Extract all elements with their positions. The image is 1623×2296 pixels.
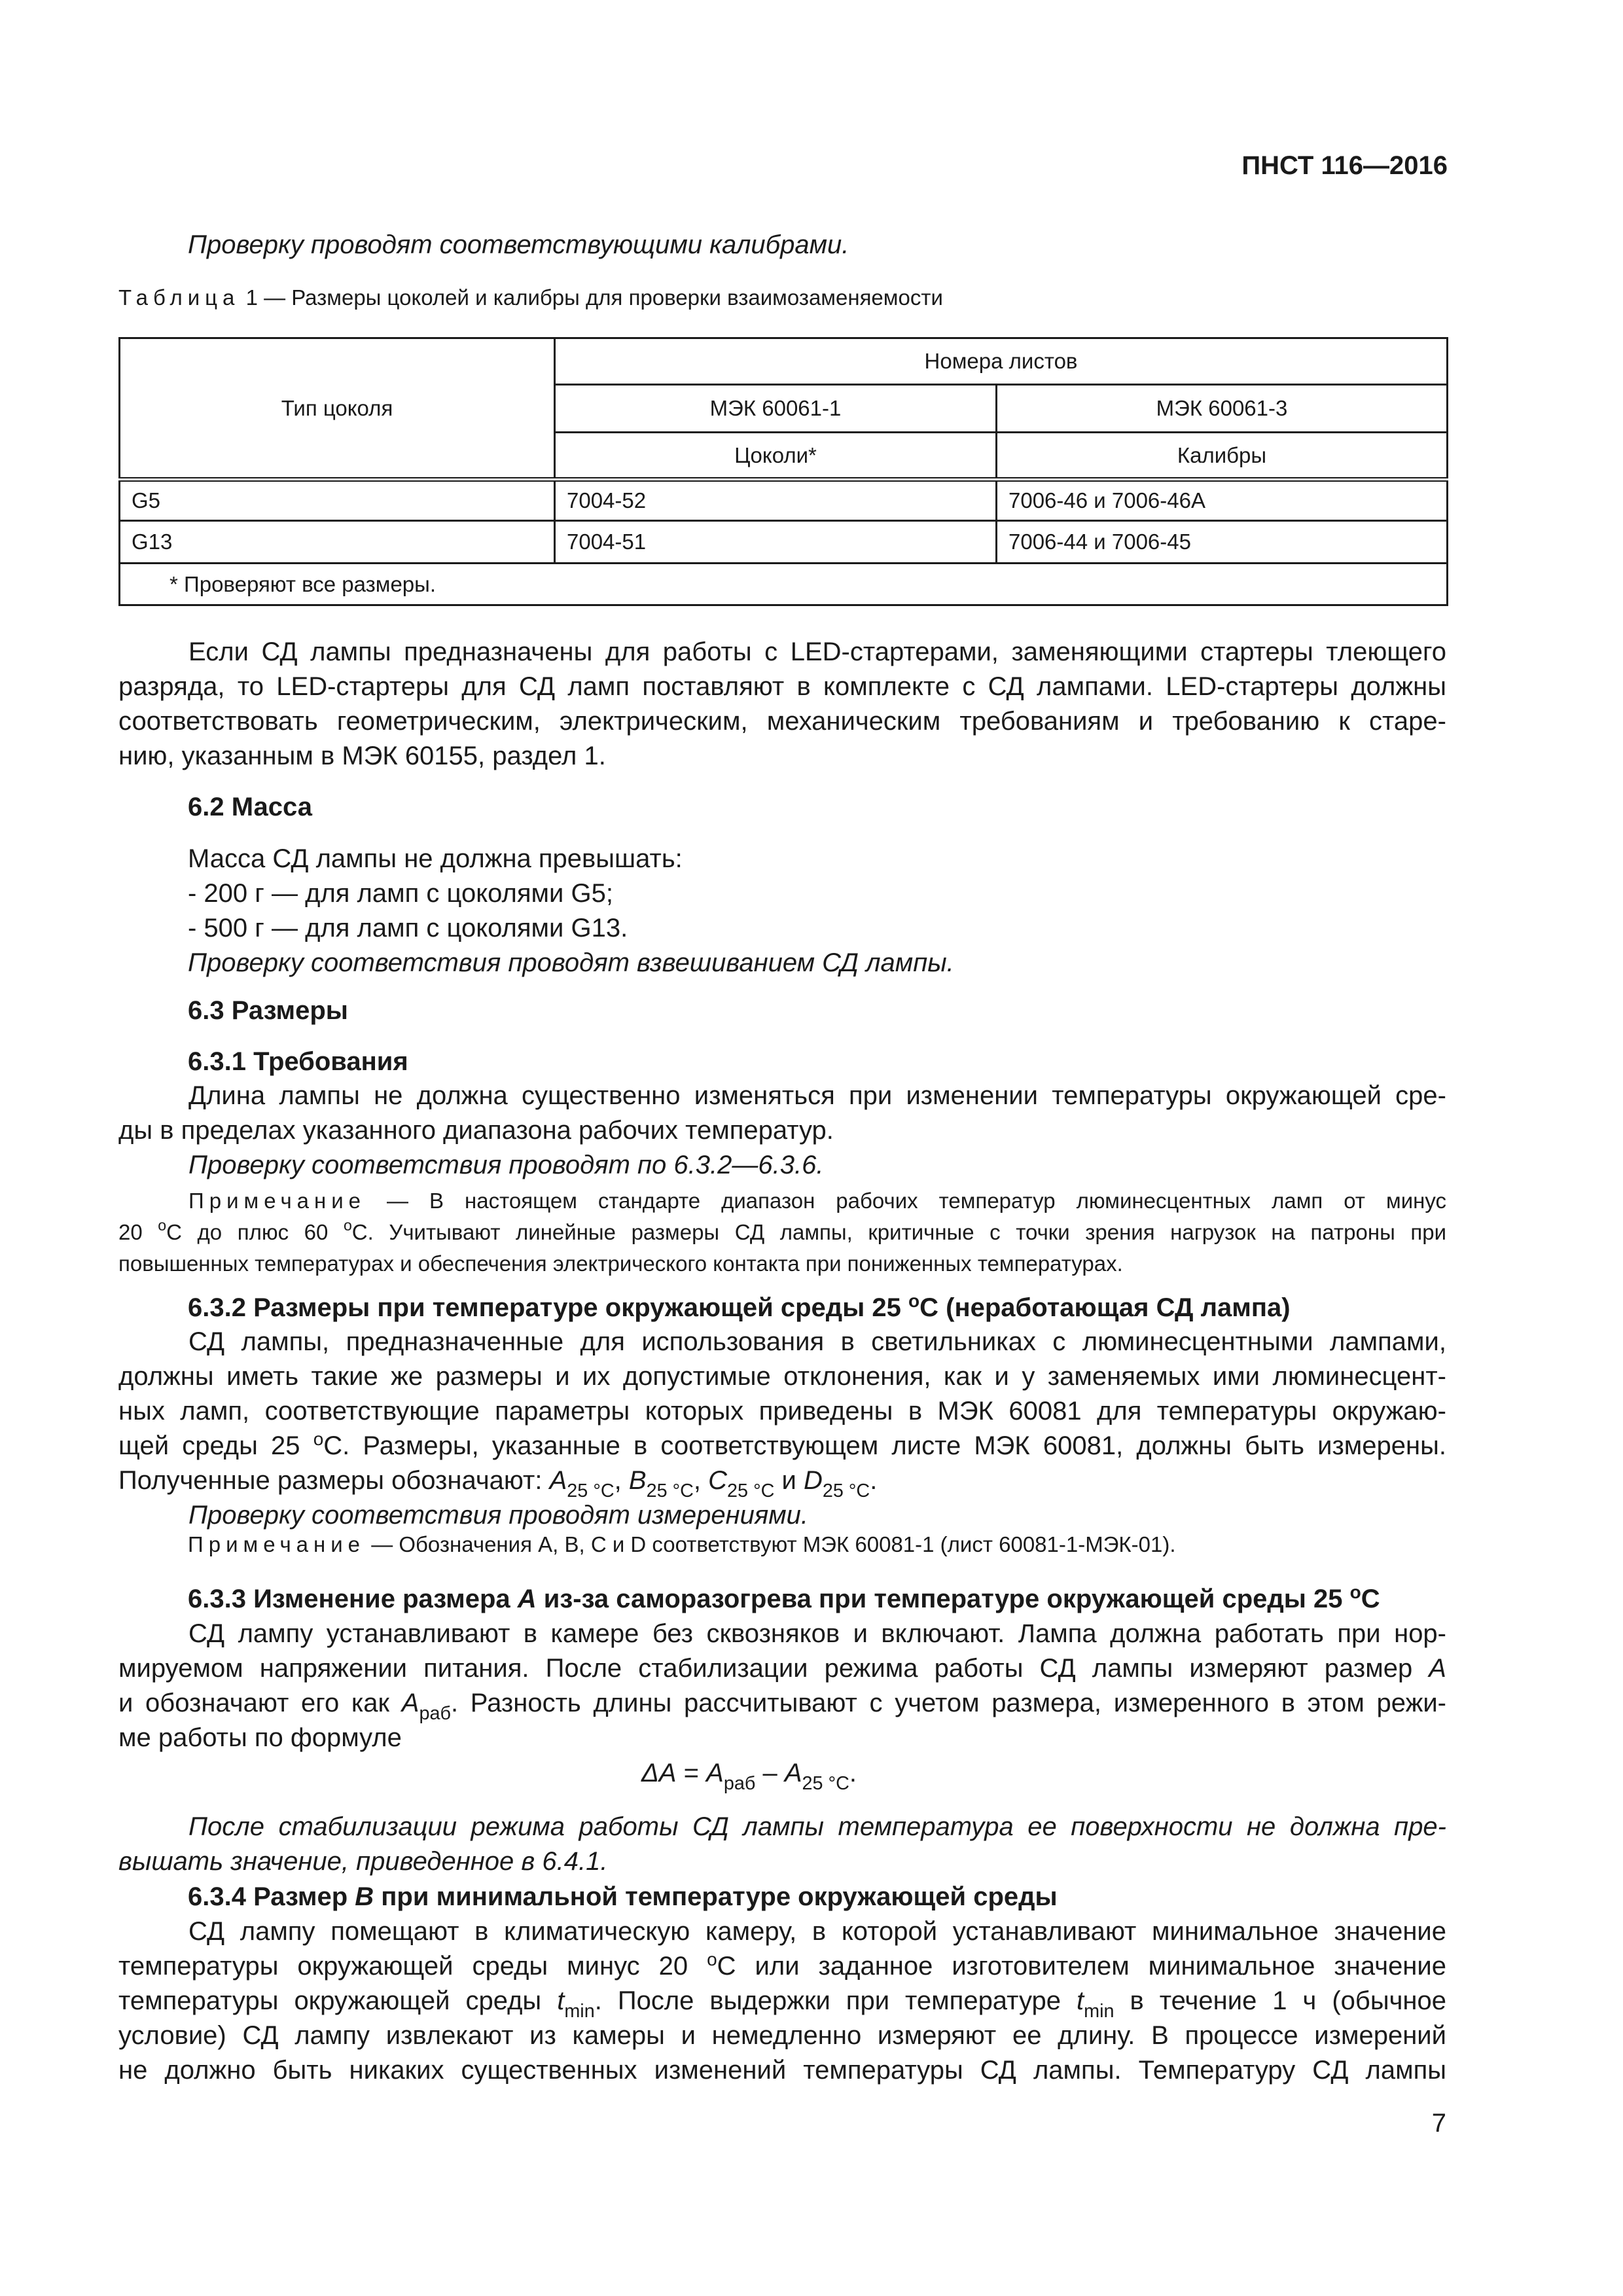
table-caption-text: 1 — Размеры цоколей и калибры для проверки взаимозаменяемости xyxy=(245,285,943,310)
heading-text: 6.3.3 Изменение размера xyxy=(188,1585,510,1613)
table-caption-label: Таблица xyxy=(118,285,240,310)
text-line: температуры окружающей среды xyxy=(118,1986,542,2015)
document-code: ПНСТ 116—2016 xyxy=(1241,151,1448,180)
text-line: - 500 г — для ламп с цоколями G13. xyxy=(188,914,628,942)
check-text: Проверку соответствия проводят измерениями. xyxy=(188,1501,808,1530)
degree-sign: о xyxy=(313,1429,324,1449)
subscript: 25 °С xyxy=(822,1480,870,1501)
note-label: Примечание xyxy=(188,1189,366,1213)
formula-term: A xyxy=(784,1759,802,1787)
cell-base-type: G13 xyxy=(120,521,555,564)
header-gauges: Калибры xyxy=(997,433,1448,480)
symbol-a: A xyxy=(549,1466,567,1495)
section-6-3-3-body xyxy=(118,1617,1446,1755)
page-number: 7 xyxy=(1431,2109,1446,2138)
text-line: После стабилизации режима работы СД лампы температура ее поверхности не должна пре- xyxy=(188,1812,1446,1841)
text-line: не должно быть никаких существенных изменений температуры СД лампы. Температуру СД лампы xyxy=(118,2056,1446,2085)
cell-base-type: G5 xyxy=(120,480,555,521)
text-line: С или заданное изготовителем минимальное значение xyxy=(717,1952,1446,1981)
text-line: - 200 г — для ламп с цоколями G5; xyxy=(188,879,613,908)
section-6-3-4-body xyxy=(118,1914,1446,2088)
header-iec-60061-1: МЭК 60061-1 xyxy=(555,385,997,433)
subscript: 25 °С xyxy=(567,1480,615,1501)
heading-text: С (неработающая СД лампа) xyxy=(919,1293,1291,1322)
text-line: Масса СД лампы не должна превышать: xyxy=(188,844,683,873)
symbol-a: А xyxy=(401,1689,419,1717)
symbol-t: t xyxy=(557,1986,565,2015)
subscript: min xyxy=(1084,2001,1115,2022)
header-iec-60061-3: МЭК 60061-3 xyxy=(997,385,1448,433)
heading-text: 6.3.2 Размеры при температуре окружающей среды 25 xyxy=(188,1293,901,1322)
subscript: раб xyxy=(419,1703,451,1724)
section-6-3-2-heading xyxy=(188,1291,1291,1325)
text-line: разряда, то LED-стартеры для СД ламп поставляют в комплекте с СД лампами. LED-стартеры должны xyxy=(118,672,1446,701)
heading-text: 6.3.4 Размер xyxy=(188,1882,348,1911)
section-6-2-body xyxy=(188,842,954,980)
base-sizes-table xyxy=(118,337,1448,606)
text-line: СД лампу устанавливают в камере без сквозняков и включают. Лампа должна работать при нор- xyxy=(188,1619,1446,1648)
text-line: ме работы по формуле xyxy=(118,1723,402,1752)
subscript: раб xyxy=(723,1773,756,1794)
formula-operator: . xyxy=(849,1759,857,1787)
text-line: соответствовать геометрическим, электрическим, механическим требованиям и требованию к старе- xyxy=(118,707,1446,736)
heading-text: С xyxy=(1361,1585,1380,1613)
text-line: нию, указанным в МЭК 60155, раздел 1. xyxy=(118,742,606,770)
header-caps: Цоколи* xyxy=(555,433,997,480)
note-text: — Обозначения A, B, C и D соответствуют МЭК 60081-1 (лист 60081-1-МЭК-01). xyxy=(371,1532,1176,1556)
separator: , xyxy=(614,1466,622,1495)
header-sheet-numbers: Номера листов xyxy=(555,338,1448,385)
dimension-symbols-line xyxy=(118,1463,1446,1501)
cell-gauge: 7006-46 и 7006-46А xyxy=(997,480,1448,521)
table-caption xyxy=(118,282,943,314)
text-line: условие) СД лампу извлекают из камеры и немедленно измеряют ее длину. В процессе измерений xyxy=(118,2021,1446,2050)
symbol-c: C xyxy=(708,1466,728,1495)
section-6-3-heading: 6.3 Размеры xyxy=(188,996,348,1025)
degree-sign: о xyxy=(158,1217,167,1234)
table-row xyxy=(120,480,1448,521)
header-base-type: Тип цоколя xyxy=(120,338,555,480)
section-6-3-4-heading xyxy=(188,1880,1058,1914)
note-text: — В настоящем стандарте диапазон рабочих температур люминесцентных ламп от минус xyxy=(387,1189,1447,1213)
text-line: и обозначают его как xyxy=(118,1689,390,1717)
text-line: ных ламп, соответствующие параметры которых приведены в МЭК 60081 для температуры окружаю- xyxy=(118,1397,1446,1426)
section-6-2-heading: 6.2 Масса xyxy=(188,793,312,821)
formula-operator: – xyxy=(762,1759,777,1787)
cell-cap: 7004-52 xyxy=(555,480,997,521)
text-line: вышать значение, приведенное в 6.4.1. xyxy=(118,1847,608,1876)
heading-text: из-за саморазогрева при температуре окружающей среды 25 xyxy=(543,1585,1343,1613)
text-line: С. Размеры, указанные в соответствующем листе МЭК 60081, должны быть измерены. xyxy=(323,1431,1446,1460)
note-text: повышенных температурах и обеспечения электрического контакта при пониженных температурах. xyxy=(118,1251,1123,1276)
text-line: . Разность длины рассчитывают с учетом размера, измеренного в этом режи- xyxy=(450,1689,1446,1717)
cell-gauge: 7006-44 и 7006-45 xyxy=(997,521,1448,564)
heading-text: при минимальной температуре окружающей среды xyxy=(381,1882,1058,1911)
note-label: Примечание xyxy=(188,1532,366,1556)
formula-delta-a xyxy=(641,1756,857,1794)
subscript: 25 °С xyxy=(727,1480,775,1501)
note-text: С. Учитывают линейные размеры СД лампы, критичные с точки зрения нагрузок на патроны при xyxy=(351,1220,1447,1244)
section-6-3-1-note xyxy=(118,1185,1446,1280)
symbol-b: B xyxy=(628,1466,647,1495)
check-text: Проверку соответствия проводят по 6.3.2—6.3.6. xyxy=(188,1151,824,1179)
text-line: ды в пределах указанного диапазона рабочих температур. xyxy=(118,1116,834,1145)
text-line: мируемом напряжении питания. После стабилизации режима работы СД лампы измеряют размер xyxy=(118,1654,1413,1683)
section-6-3-2-body xyxy=(118,1325,1446,1533)
check-text: Проверку соответствия проводят взвешиванием СД лампы. xyxy=(188,948,954,977)
text-line: должны иметь такие же размеры и их допустимые отклонения, как и у заменяемых ими люминесцент- xyxy=(118,1362,1446,1391)
text-line: Если СД лампы предназначены для работы с LED-стартерами, заменяющими стартеры тлеющего xyxy=(188,637,1446,666)
formula-term: A xyxy=(706,1759,724,1787)
formula-term: ΔA xyxy=(641,1759,677,1787)
text-line: СД лампы, предназначенные для использования в светильниках с люминесцентными лампами, xyxy=(188,1327,1446,1356)
degree-sign: о xyxy=(1349,1582,1361,1602)
degree-sign: о xyxy=(908,1291,920,1311)
text-line: температуры окружающей среды минус 20 xyxy=(118,1952,688,1981)
section-6-3-1-body xyxy=(118,1079,1446,1183)
text-line: в течение 1 ч (обычное xyxy=(1130,1986,1447,2015)
section-6-3-3-heading xyxy=(188,1582,1380,1617)
subscript: 25 °С xyxy=(802,1773,849,1794)
symbol-a: А xyxy=(1429,1654,1446,1683)
degree-sign: о xyxy=(343,1217,352,1234)
table-row xyxy=(120,521,1448,564)
conjunction: и xyxy=(781,1466,796,1495)
text-line: . После выдержки при температуре xyxy=(594,1986,1061,2015)
text-line: щей среды 25 xyxy=(118,1431,300,1460)
note-text: С до плюс 60 xyxy=(166,1220,329,1244)
symbol-a: А xyxy=(517,1585,537,1613)
table-footnote: * Проверяют все размеры. xyxy=(120,564,1448,605)
symbol-b: В xyxy=(355,1882,374,1911)
text-line: СД лампу помещают в климатическую камеру, в которой устанавливают минимальное значение xyxy=(188,1917,1446,1946)
symbol-t: t xyxy=(1077,1986,1084,2015)
symbol-d: D xyxy=(803,1466,823,1495)
intro-check-text: Проверку проводят соответствующими калибрами. xyxy=(188,230,849,259)
cell-cap: 7004-51 xyxy=(555,521,997,564)
text-line: Полученные размеры обозначают: xyxy=(118,1466,543,1495)
formula-operator: = xyxy=(683,1759,699,1787)
note-text: 20 xyxy=(118,1220,143,1244)
section-6-3-1-heading: 6.3.1 Требования xyxy=(188,1047,408,1076)
separator: , xyxy=(693,1466,702,1495)
subscript: min xyxy=(564,2001,595,2022)
degree-sign: о xyxy=(707,1949,717,1969)
section-6-3-2-note xyxy=(188,1529,1176,1560)
subscript: 25 °С xyxy=(646,1480,694,1501)
led-starters-paragraph xyxy=(118,635,1446,774)
text-line: Длина лампы не должна существенно изменяться при изменении температуры окружающей сре- xyxy=(188,1081,1446,1110)
section-6-3-3-italic-note xyxy=(118,1810,1446,1879)
separator: . xyxy=(870,1466,878,1495)
